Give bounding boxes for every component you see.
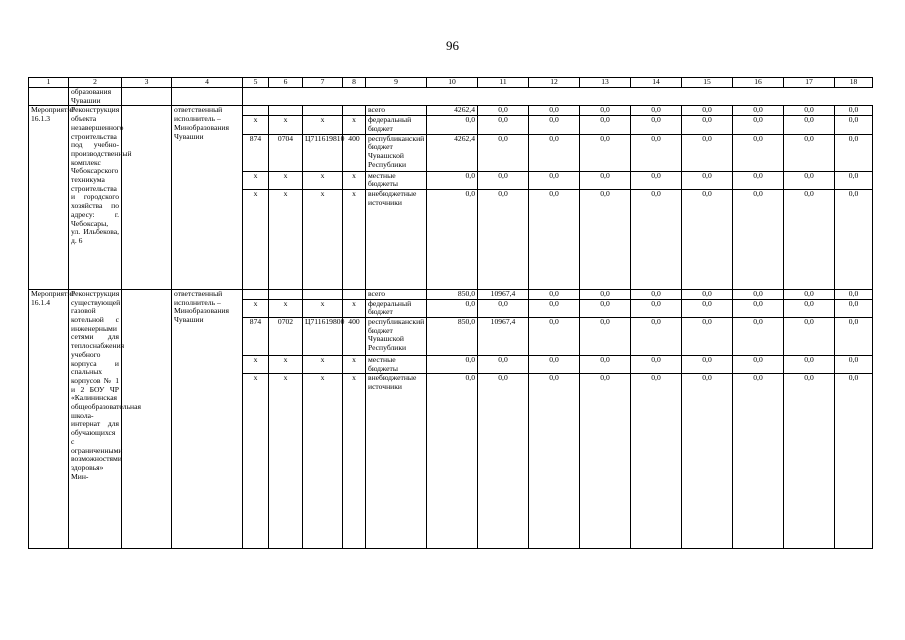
amount-cell: 0,0: [682, 134, 733, 171]
amount-cell: 0,0: [835, 318, 873, 356]
amount-cell: 0,0: [427, 374, 478, 549]
funding-source: местные бюджеты: [366, 356, 427, 374]
amount-cell: 0,0: [682, 106, 733, 116]
code-target-article: Ц711619800: [303, 318, 343, 356]
code-expense-type: х: [343, 189, 366, 289]
column-number-15: 15: [682, 78, 733, 88]
cell: [529, 88, 580, 106]
code-section: х: [269, 374, 303, 549]
code-expense-type: 400: [343, 134, 366, 171]
amount-cell: 0,0: [631, 171, 682, 189]
column-number-2: 2: [69, 78, 122, 88]
amount-cell: 0,0: [784, 189, 835, 289]
amount-cell: 850,0: [427, 289, 478, 299]
code-expense-type: х: [343, 171, 366, 189]
amount-cell: 0,0: [580, 134, 631, 171]
amount-cell: 0,0: [427, 299, 478, 317]
amount-cell: 0,0: [427, 356, 478, 374]
column-number-3: 3: [122, 78, 172, 88]
column-number-13: 13: [580, 78, 631, 88]
amount-cell: 4262,4: [427, 106, 478, 116]
amount-cell: 0,0: [427, 116, 478, 134]
header-row: [29, 78, 873, 88]
code-expense-type: х: [343, 374, 366, 549]
table-row: [29, 289, 873, 299]
cell: [243, 88, 269, 106]
column-number-17: 17: [784, 78, 835, 88]
code-section: х: [269, 356, 303, 374]
cell: [366, 88, 427, 106]
empty-cell: [122, 106, 172, 290]
funding-source: республиканский бюджет Чувашской Республики: [366, 318, 427, 356]
amount-cell: 0,0: [784, 299, 835, 317]
code-grbs: х: [243, 171, 269, 189]
code-target-article: Ц711619810: [303, 134, 343, 171]
amount-cell: 0,0: [682, 356, 733, 374]
amount-cell: 0,0: [631, 299, 682, 317]
column-number-8: 8: [343, 78, 366, 88]
amount-cell: 0,0: [580, 356, 631, 374]
code-section: 0702: [269, 318, 303, 356]
amount-cell: 0,0: [733, 356, 784, 374]
amount-cell: 0,0: [529, 374, 580, 549]
code-target-article: х: [303, 299, 343, 317]
code-target-article: х: [303, 171, 343, 189]
amount-cell: 0,0: [529, 106, 580, 116]
measure-label: Мероприятие 16.1.4: [29, 289, 69, 549]
measure-label: Мероприятие 16.1.3: [29, 106, 69, 290]
amount-cell: 0,0: [835, 299, 873, 317]
amount-cell: 0,0: [631, 106, 682, 116]
funding-source: республиканский бюджет Чувашской Республики: [366, 134, 427, 171]
amount-cell: 0,0: [784, 116, 835, 134]
table-row: [29, 106, 873, 116]
amount-cell: 0,0: [682, 116, 733, 134]
column-number-14: 14: [631, 78, 682, 88]
continuation-row: [29, 88, 873, 106]
amount-cell: 0,0: [478, 106, 529, 116]
cell: [29, 88, 69, 106]
column-number-18: 18: [835, 78, 873, 88]
code-expense-type: 400: [343, 318, 366, 356]
amount-cell: 0,0: [580, 171, 631, 189]
amount-cell: 0,0: [529, 289, 580, 299]
amount-cell: 0,0: [529, 356, 580, 374]
program-table: [28, 77, 873, 549]
amount-cell: 0,0: [733, 134, 784, 171]
amount-cell: 0,0: [478, 134, 529, 171]
amount-cell: 0,0: [682, 289, 733, 299]
code-section: х: [269, 299, 303, 317]
measure-description: Реконструкция объекта незавершенного строительства под учебно-производственный комплекс Чебоксарского техникума строительства и городского хозяйства по адресу: г. Чебоксары, ул. Ильбекова, д. 6: [69, 106, 122, 290]
amount-cell: 0,0: [682, 374, 733, 549]
column-number-11: 11: [478, 78, 529, 88]
cell: [269, 88, 303, 106]
funding-source: федеральный бюджет: [366, 299, 427, 317]
amount-cell: 0,0: [733, 171, 784, 189]
cell: [631, 88, 682, 106]
cell: [784, 88, 835, 106]
amount-cell: 0,0: [529, 318, 580, 356]
code-target-article: х: [303, 356, 343, 374]
amount-cell: 0,0: [784, 134, 835, 171]
amount-cell: 0,0: [784, 289, 835, 299]
column-number-1: 1: [29, 78, 69, 88]
amount-cell: 0,0: [784, 318, 835, 356]
amount-cell: 0,0: [631, 116, 682, 134]
amount-cell: 10967,4: [478, 318, 529, 356]
amount-cell: 0,0: [784, 171, 835, 189]
code-expense-type: х: [343, 356, 366, 374]
amount-cell: 0,0: [580, 289, 631, 299]
amount-cell: 0,0: [733, 189, 784, 289]
cell: [580, 88, 631, 106]
amount-cell: 0,0: [631, 374, 682, 549]
amount-cell: 0,0: [784, 106, 835, 116]
continuation-text: образования Чувашии: [69, 88, 122, 106]
cell: [172, 88, 243, 106]
cell: [303, 88, 343, 106]
code-grbs: х: [243, 374, 269, 549]
amount-cell: 0,0: [682, 189, 733, 289]
code-grbs: х: [243, 116, 269, 134]
amount-cell: 0,0: [478, 299, 529, 317]
amount-cell: 0,0: [529, 116, 580, 134]
amount-cell: 0,0: [835, 116, 873, 134]
amount-cell: 0,0: [478, 171, 529, 189]
cell: [427, 88, 478, 106]
column-number-4: 4: [172, 78, 243, 88]
code-grbs: 874: [243, 134, 269, 171]
amount-cell: 0,0: [478, 189, 529, 289]
cell: [343, 88, 366, 106]
column-number-5: 5: [243, 78, 269, 88]
amount-cell: 0,0: [835, 189, 873, 289]
amount-cell: 0,0: [835, 134, 873, 171]
amount-cell: 0,0: [835, 374, 873, 549]
responsible-executor: ответственный исполнитель – Минобразования Чувашии: [172, 106, 243, 290]
amount-cell: 0,0: [682, 171, 733, 189]
measure-description: Реконструкция существующей газовой котельной с инженерными сетями для теплоснабжения учебного корпуса и спальных корпусов № 1 и 2 БОУ ЧР «Калининская общеобразовательная школа-интернат для обучающихся с ограниченными возможностями здоровья» Мин-: [69, 289, 122, 549]
amount-cell: 0,0: [835, 356, 873, 374]
funding-source: всего: [366, 289, 427, 299]
amount-cell: 0,0: [427, 171, 478, 189]
amount-cell: 10967,4: [478, 289, 529, 299]
funding-source: всего: [366, 106, 427, 116]
amount-cell: 0,0: [580, 374, 631, 549]
amount-cell: 0,0: [427, 189, 478, 289]
amount-cell: 0,0: [835, 171, 873, 189]
cell: [122, 88, 172, 106]
amount-cell: 4262,4: [427, 134, 478, 171]
code-target-article: х: [303, 189, 343, 289]
amount-cell: 0,0: [835, 106, 873, 116]
code-section: х: [269, 116, 303, 134]
amount-cell: 0,0: [580, 189, 631, 289]
code-expense-type: х: [343, 299, 366, 317]
cell: [478, 88, 529, 106]
amount-cell: 0,0: [733, 289, 784, 299]
amount-cell: 0,0: [631, 318, 682, 356]
amount-cell: 0,0: [733, 299, 784, 317]
amount-cell: 0,0: [784, 374, 835, 549]
code-target-article: [303, 289, 343, 299]
code-section: 0704: [269, 134, 303, 171]
amount-cell: 0,0: [529, 189, 580, 289]
amount-cell: 0,0: [631, 134, 682, 171]
funding-source: внебюджетные источники: [366, 374, 427, 549]
code-section: [269, 289, 303, 299]
code-target-article: х: [303, 116, 343, 134]
amount-cell: 0,0: [580, 318, 631, 356]
page-number: 96: [446, 38, 459, 53]
amount-cell: 0,0: [631, 356, 682, 374]
amount-cell: 0,0: [631, 289, 682, 299]
amount-cell: 0,0: [529, 299, 580, 317]
code-section: х: [269, 171, 303, 189]
code-grbs: х: [243, 356, 269, 374]
code-expense-type: [343, 289, 366, 299]
amount-cell: 0,0: [580, 106, 631, 116]
amount-cell: 0,0: [580, 116, 631, 134]
amount-cell: 0,0: [733, 318, 784, 356]
cell: [733, 88, 784, 106]
amount-cell: 0,0: [580, 299, 631, 317]
empty-cell: [122, 289, 172, 549]
code-grbs: х: [243, 189, 269, 289]
amount-cell: 850,0: [427, 318, 478, 356]
code-section: х: [269, 189, 303, 289]
code-grbs: х: [243, 299, 269, 317]
amount-cell: 0,0: [733, 374, 784, 549]
code-expense-type: х: [343, 116, 366, 134]
funding-source: федеральный бюджет: [366, 116, 427, 134]
amount-cell: 0,0: [733, 106, 784, 116]
amount-cell: 0,0: [835, 289, 873, 299]
amount-cell: 0,0: [478, 374, 529, 549]
column-number-12: 12: [529, 78, 580, 88]
amount-cell: 0,0: [478, 356, 529, 374]
cell: [682, 88, 733, 106]
amount-cell: 0,0: [784, 356, 835, 374]
column-number-9: 9: [366, 78, 427, 88]
amount-cell: 0,0: [682, 318, 733, 356]
amount-cell: 0,0: [631, 189, 682, 289]
code-grbs: 874: [243, 318, 269, 356]
amount-cell: 0,0: [529, 171, 580, 189]
column-number-7: 7: [303, 78, 343, 88]
amount-cell: 0,0: [682, 299, 733, 317]
amount-cell: 0,0: [733, 116, 784, 134]
column-number-10: 10: [427, 78, 478, 88]
cell: [835, 88, 873, 106]
amount-cell: 0,0: [529, 134, 580, 171]
funding-source: внебюджетные источники: [366, 189, 427, 289]
code-grbs: [243, 289, 269, 299]
funding-source: местные бюджеты: [366, 171, 427, 189]
amount-cell: 0,0: [478, 116, 529, 134]
column-number-6: 6: [269, 78, 303, 88]
code-target-article: х: [303, 374, 343, 549]
column-number-16: 16: [733, 78, 784, 88]
responsible-executor: ответственный исполнитель – Минобразования Чувашии: [172, 289, 243, 549]
